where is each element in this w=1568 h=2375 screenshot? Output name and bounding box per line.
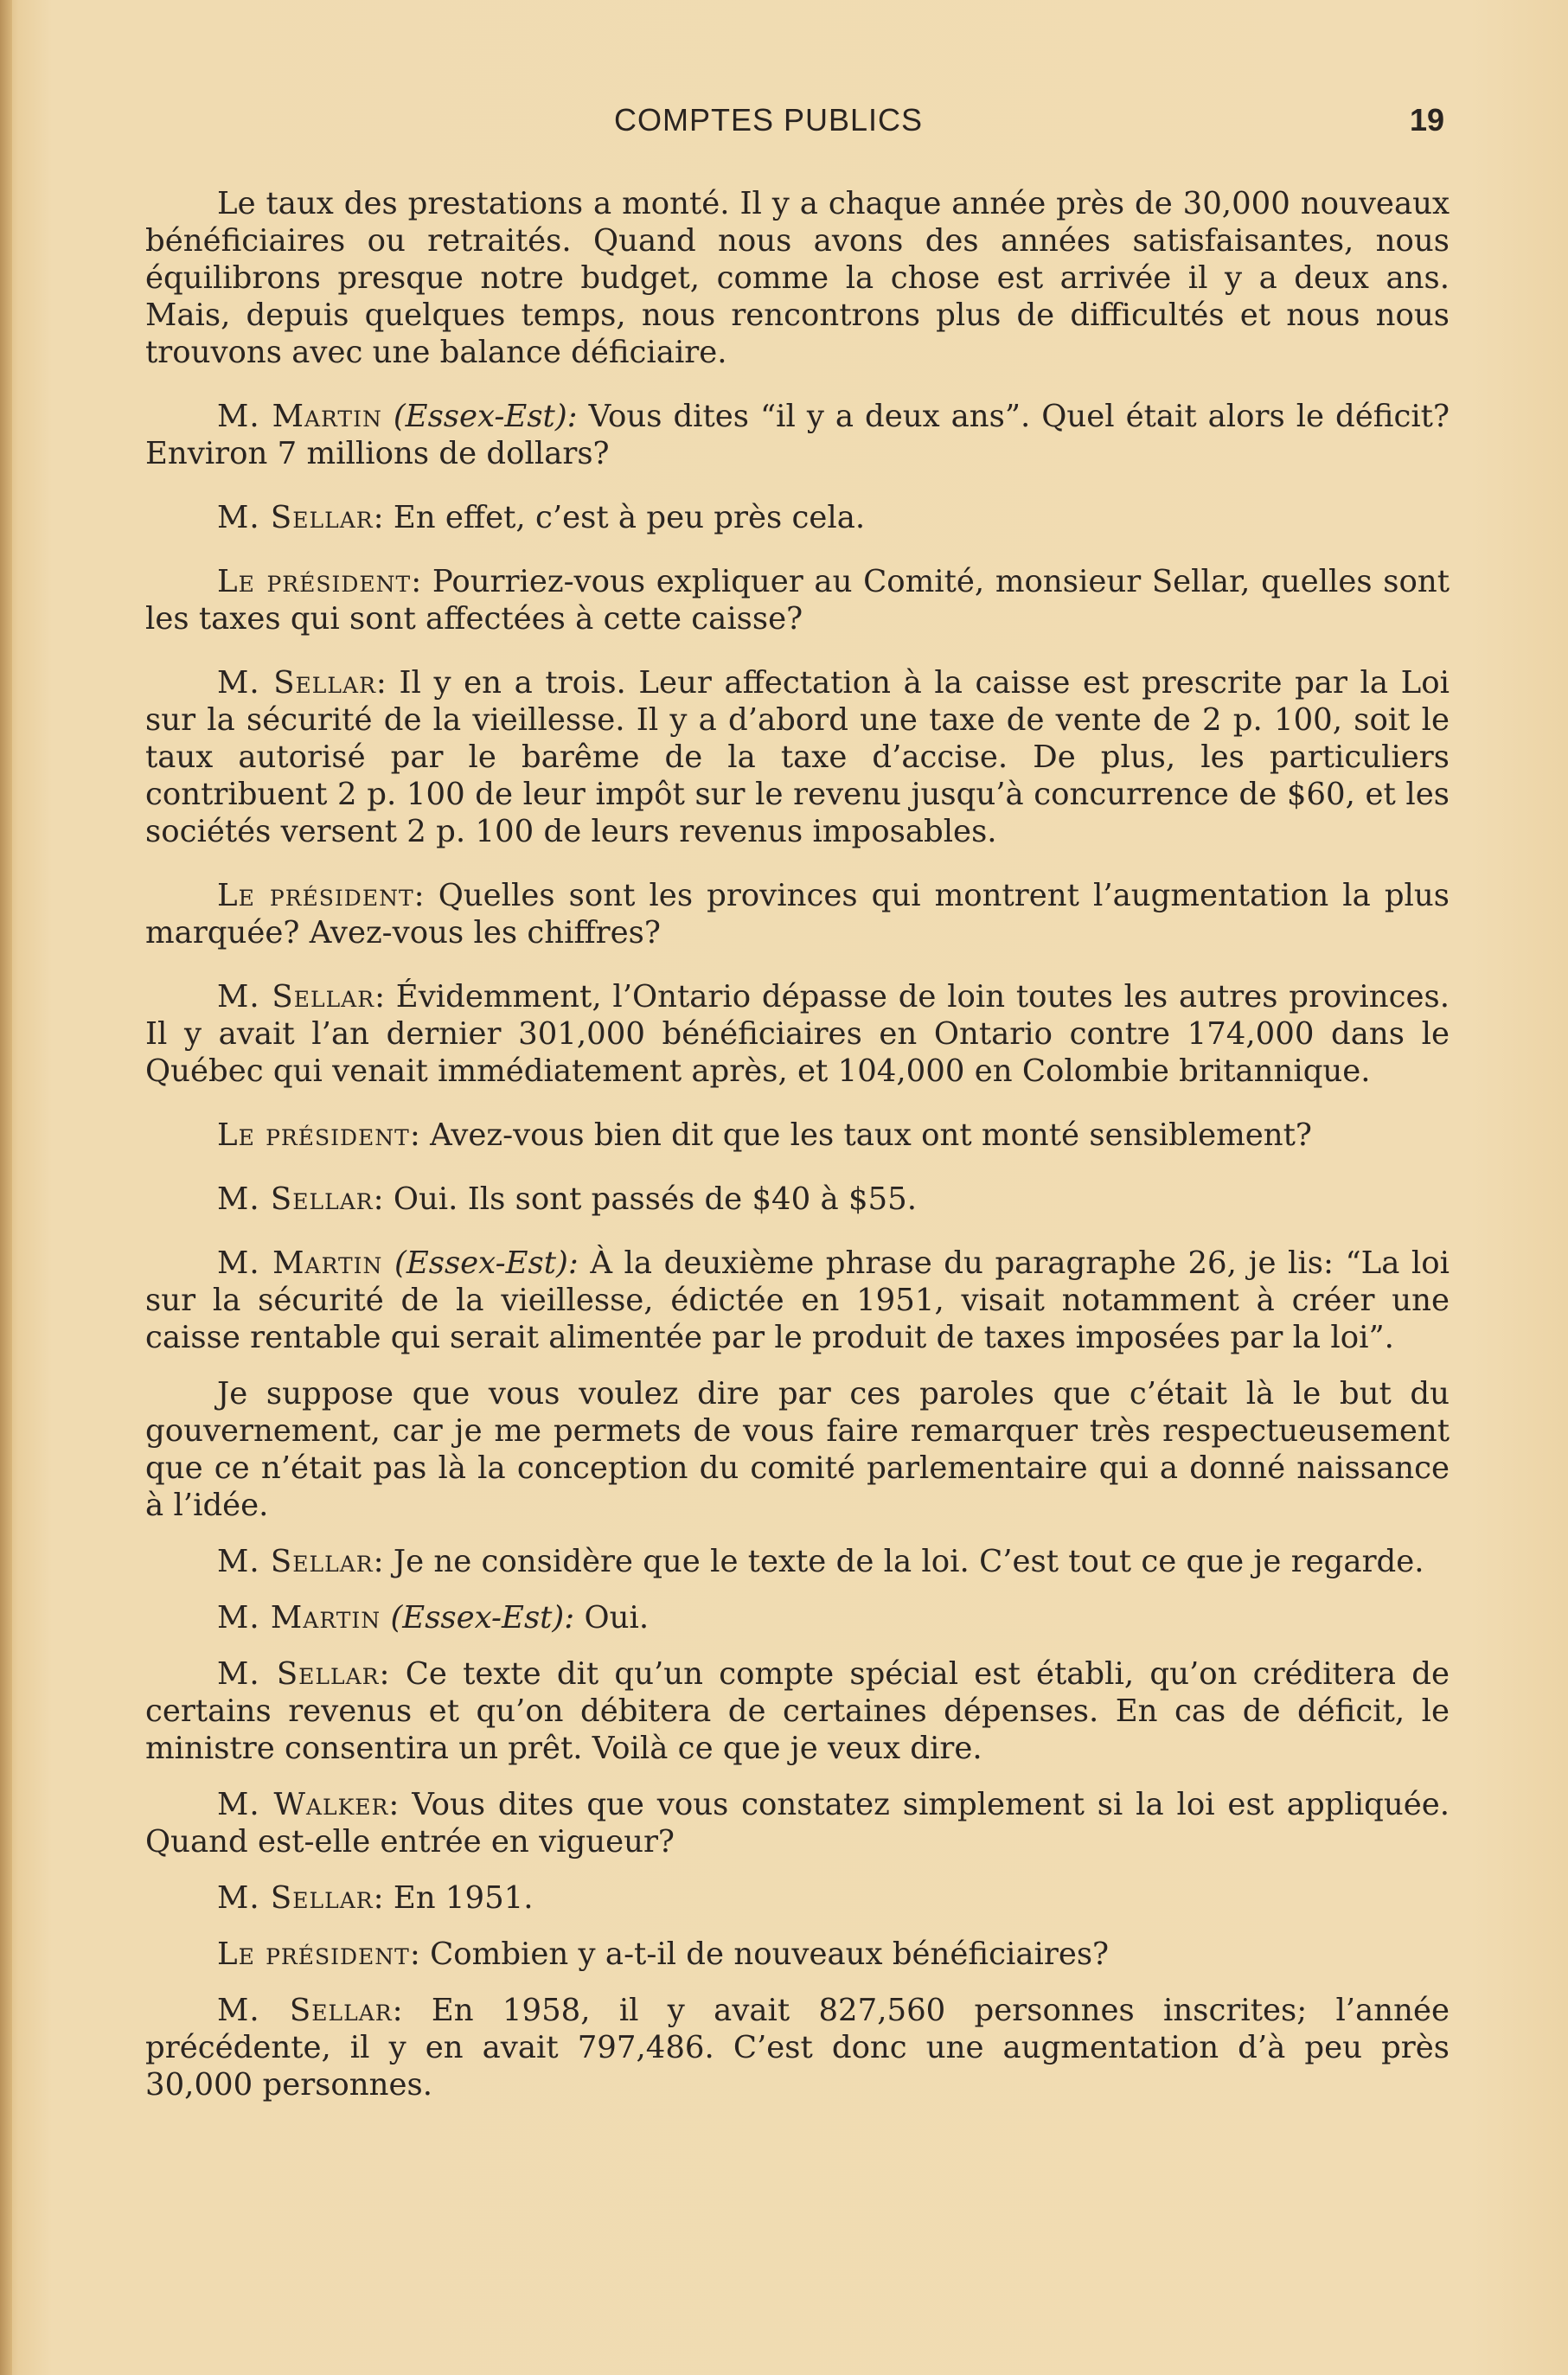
- speaker-separator: :: [373, 1880, 384, 1916]
- running-title: COMPTES PUBLICS: [614, 102, 924, 138]
- paragraph-1: [145, 185, 1450, 371]
- speaker-separator: :: [379, 1656, 390, 1692]
- speaker-name: M. Sellar: [217, 665, 376, 701]
- paragraph-text: Je suppose que vous voulez dire par ces paroles que c’était là le but du gouvernement, car je me permets de vous faire remarquer très respectueusement que ce n’était pas là la conception du comité parlementaire qui a donné naissance à l’idée.: [145, 1376, 1450, 1523]
- speaker-name: M. Martin: [217, 399, 382, 434]
- speaker-separator: :: [409, 1117, 420, 1153]
- paragraph-text: Vous dites que vous constatez simplement si la loi est appliquée. Quand est-elle entrée en vigueur?: [145, 1787, 1450, 1860]
- speaker-separator: :: [409, 1936, 420, 1972]
- paragraph-3: [145, 499, 1450, 536]
- paragraph-text: En 1951.: [393, 1880, 534, 1916]
- paragraph-14: [145, 1655, 1450, 1767]
- speaker-separator: :: [374, 979, 386, 1015]
- paragraph-17: [145, 1936, 1450, 1973]
- paragraph-text: Pourriez-vous expliquer au Comité, monsieur Sellar, quelles sont les taxes qui sont affectées à cette caisse?: [145, 564, 1450, 637]
- speaker-separator: :: [388, 1787, 400, 1822]
- paragraph-text: Ce texte dit qu’un compte spécial est établi, qu’on créditera de certains revenus et qu’on débitera de certaines dépenses. En cas de déficit, le ministre consentira un prêt. Voilà ce que je veux dire.: [145, 1656, 1450, 1766]
- paragraph-text: Le taux des prestations a monté. Il y a chaque année près de 30,000 nouveaux bénéficiaires ou retraités. Quand nous avons des années satisfaisantes, nous équilibrons presque notre budget, comme la chose est arrivée il y a deux ans. Mais, depuis quelques temps, nous rencontrons plus de difficultés et nous nous trouvons avec une balance déficiaire.: [145, 186, 1450, 370]
- paragraph-16: [145, 1879, 1450, 1917]
- paragraph-text: En effet, c’est à peu près cela.: [393, 500, 866, 535]
- speaker-name: M. Sellar: [217, 979, 375, 1015]
- paragraph-4: [145, 563, 1450, 637]
- speaker-riding: (Essex-Est):: [390, 1600, 575, 1636]
- page-spine-shadow: [0, 0, 12, 2375]
- paragraph-2: [145, 398, 1450, 472]
- speaker-separator: :: [373, 1544, 384, 1579]
- paragraph-text: Avez-vous bien dit que les taux ont monté sensiblement?: [430, 1117, 1312, 1153]
- paragraph-text: Combien y a-t-il de nouveaux bénéficiaires?: [430, 1936, 1110, 1972]
- speaker-name: M. Sellar: [217, 1656, 380, 1692]
- paragraph-12: [145, 1543, 1450, 1580]
- paragraph-7: [145, 978, 1450, 1090]
- speaker-separator: :: [373, 1181, 384, 1217]
- paragraph-text: Oui.: [584, 1600, 650, 1636]
- speaker-name: M. Sellar: [217, 1544, 374, 1579]
- speaker-separator: :: [413, 878, 425, 913]
- speaker-name: Le président: [217, 1936, 410, 1972]
- paragraph-text: Oui. Ils sont passés de $40 à $55.: [393, 1181, 918, 1217]
- speaker-riding: (Essex-Est):: [393, 399, 578, 434]
- speaker-riding: (Essex-Est):: [394, 1245, 579, 1281]
- paragraph-11: [145, 1375, 1450, 1524]
- paragraph-text: Quelles sont les provinces qui montrent l’augmentation la plus marquée? Avez-vous les chiffres?: [145, 878, 1450, 951]
- speaker-name: Le président: [217, 564, 412, 599]
- paragraph-5: [145, 664, 1450, 850]
- paragraph-10: [145, 1245, 1450, 1356]
- paragraph-text: Vous dites “il y a deux ans”. Quel était alors le déficit? Environ 7 millions de dollars?: [145, 399, 1450, 471]
- speaker-name: M. Sellar: [217, 1181, 374, 1217]
- speaker-separator: :: [375, 665, 387, 701]
- paragraph-18: [145, 1992, 1450, 2103]
- speaker-name: Le président: [217, 1117, 410, 1153]
- paragraph-text: Je ne considère que le texte de la loi. C’est tout ce que je regarde.: [393, 1544, 1424, 1579]
- paragraph-text: En 1958, il y avait 827,560 personnes inscrites; l’année précédente, il y en avait 797,486. C’est donc une augmentation d’à peu près 30,000 personnes.: [145, 1993, 1450, 2103]
- speaker-name: Le président: [217, 878, 414, 913]
- speaker-separator: :: [411, 564, 422, 599]
- speaker-name: M. Walker: [217, 1787, 389, 1822]
- paragraph-8: [145, 1117, 1450, 1154]
- speaker-name: M. Martin: [217, 1245, 383, 1281]
- paragraph-9: [145, 1181, 1450, 1218]
- paragraph-6: [145, 877, 1450, 951]
- speaker-separator: :: [392, 1993, 403, 2028]
- paragraph-text: Évidemment, l’Ontario dépasse de loin toutes les autres provinces. Il y avait l’an dernier 301,000 bénéficiaires en Ontario contre 174,000 dans le Québec qui venait immédiatement après, et 104,000 en Colombie britannique.: [145, 979, 1450, 1089]
- paragraph-text: Il y en a trois. Leur affectation à la caisse est prescrite par la Loi sur la sécurité de la vieillesse. Il y a d’abord une taxe de vente de 2 p. 100, soit le taux autorisé par le barême de la taxe d’accise. De plus, les particuliers contribuent 2 p. 100 de leur impôt sur le revenu jusqu’à concurrence de $60, et les sociétés versent 2 p. 100 de leurs revenus imposables.: [145, 665, 1450, 849]
- paragraph-15: [145, 1786, 1450, 1860]
- running-head: [147, 102, 1444, 154]
- paragraph-13: [145, 1599, 1450, 1636]
- speaker-name: M. Sellar: [217, 1880, 374, 1916]
- page-number: 19: [1409, 102, 1444, 138]
- speaker-separator: :: [373, 500, 384, 535]
- paragraph-text: À la deuxième phrase du paragraphe 26, je lis: “La loi sur la sécurité de la vieillesse, édictée en 1951, visait notamment à créer une caisse rentable qui serait alimentée par le produit de taxes imposées par la loi”.: [145, 1245, 1450, 1355]
- speaker-name: M. Martin: [217, 1600, 381, 1636]
- body-text: [145, 185, 1450, 2122]
- speaker-name: M. Sellar: [217, 500, 374, 535]
- speaker-name: M. Sellar: [217, 1993, 393, 2028]
